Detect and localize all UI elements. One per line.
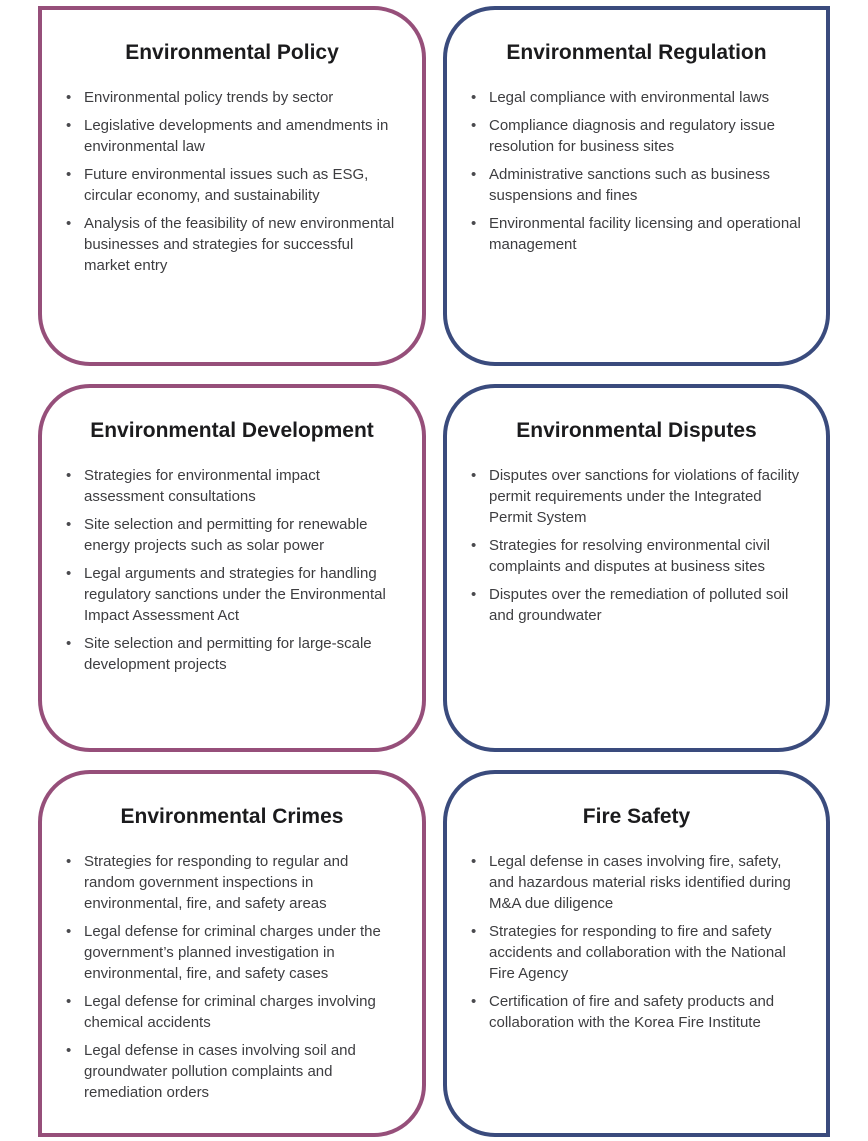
list-item xyxy=(471,535,802,577)
list-item xyxy=(66,115,398,157)
bullet-text: Strategies for responding to regular and random government inspections in environmental, fire, and safety areas xyxy=(84,853,349,912)
bullet-icon: • xyxy=(471,993,477,1010)
card-bullet-list xyxy=(66,465,398,675)
card-bullet-list xyxy=(66,851,398,1103)
bullet-icon: • xyxy=(66,635,72,652)
card-title: Environmental Development xyxy=(90,419,374,442)
list-item xyxy=(66,921,398,984)
bullet-text: Administrative sanctions such as business suspensions and fines xyxy=(489,166,770,204)
card-environmental-policy xyxy=(38,6,426,366)
bullet-text: Legal arguments and strategies for handling regulatory sanctions under the Environmental Impact Assessment Act xyxy=(84,565,386,624)
bullet-text: Legislative developments and amendments in environmental law xyxy=(84,117,389,155)
bullet-icon: • xyxy=(66,215,72,232)
bullet-text: Strategies for environmental impact assessment consultations xyxy=(84,467,320,505)
list-item xyxy=(66,991,398,1033)
card-title: Environmental Regulation xyxy=(506,41,767,64)
list-item xyxy=(66,514,398,556)
card-bullet-list xyxy=(471,87,802,255)
bullet-text: Strategies for responding to fire and safety accidents and collaboration with the National Fire Agency xyxy=(489,923,786,982)
bullet-icon: • xyxy=(66,166,72,183)
list-item xyxy=(66,213,398,276)
bullet-text: Disputes over the remediation of polluted soil and groundwater xyxy=(489,586,789,624)
list-item xyxy=(471,465,802,528)
bullet-text: Legal defense for criminal charges involving chemical accidents xyxy=(84,993,376,1031)
list-item xyxy=(66,164,398,206)
list-item xyxy=(471,991,802,1033)
bullet-text: Legal defense in cases involving fire, safety, and hazardous material risks identified during M&A due diligence xyxy=(489,853,791,912)
bullet-icon: • xyxy=(471,467,477,484)
list-item xyxy=(471,164,802,206)
bullet-icon: • xyxy=(66,853,72,870)
list-item xyxy=(471,921,802,984)
list-item xyxy=(66,465,398,507)
bullet-text: Environmental policy trends by sector xyxy=(84,89,334,106)
card-bullet-list xyxy=(471,465,802,626)
bullet-icon: • xyxy=(66,117,72,134)
bullet-text: Disputes over sanctions for violations of facility permit requirements under the Integrated Permit System xyxy=(489,467,800,526)
bullet-text: Compliance diagnosis and regulatory issue resolution for business sites xyxy=(489,117,775,155)
card-title: Environmental Disputes xyxy=(516,419,757,442)
bullet-text: Strategies for resolving environmental civil complaints and disputes at business sites xyxy=(489,537,770,575)
bullet-icon: • xyxy=(471,853,477,870)
card-environmental-crimes xyxy=(38,770,426,1137)
list-item xyxy=(66,1040,398,1103)
bullet-text: Legal defense in cases involving soil and groundwater pollution complaints and remediation orders xyxy=(84,1042,356,1101)
bullet-text: Future environmental issues such as ESG, circular economy, and sustainability xyxy=(84,166,369,204)
bullet-text: Legal defense for criminal charges under the government’s planned investigation in environmental, fire, and safety cases xyxy=(84,923,381,982)
card-bullet-list xyxy=(471,851,802,1033)
bullet-text: Site selection and permitting for renewable energy projects such as solar power xyxy=(84,516,368,554)
list-item xyxy=(471,213,802,255)
bullet-icon: • xyxy=(66,565,72,582)
bullet-text: Site selection and permitting for large-scale development projects xyxy=(84,635,372,673)
bullet-text: Legal compliance with environmental laws xyxy=(489,89,770,106)
list-item xyxy=(471,115,802,157)
bullet-icon: • xyxy=(471,117,477,134)
bullet-icon: • xyxy=(66,923,72,940)
bullet-icon: • xyxy=(471,89,477,106)
card-fire-safety xyxy=(443,770,830,1137)
bullet-icon: • xyxy=(66,89,72,106)
bullet-icon: • xyxy=(471,923,477,940)
card-title: Environmental Policy xyxy=(125,41,339,64)
list-item xyxy=(471,851,802,914)
list-item xyxy=(471,87,802,108)
practice-areas-grid xyxy=(38,6,830,1137)
list-item xyxy=(66,563,398,626)
list-item xyxy=(66,633,398,675)
bullet-icon: • xyxy=(471,215,477,232)
card-title: Fire Safety xyxy=(582,805,691,828)
bullet-icon: • xyxy=(66,1042,72,1059)
bullet-icon: • xyxy=(471,586,477,603)
card-bullet-list xyxy=(66,87,398,276)
bullet-icon: • xyxy=(66,467,72,484)
card-environmental-disputes xyxy=(443,384,830,752)
list-item xyxy=(66,87,398,108)
bullet-icon: • xyxy=(471,166,477,183)
list-item xyxy=(66,851,398,914)
bullet-text: Environmental facility licensing and operational management xyxy=(489,215,801,253)
bullet-icon: • xyxy=(66,993,72,1010)
bullet-icon: • xyxy=(66,516,72,533)
bullet-icon: • xyxy=(471,537,477,554)
card-environmental-regulation xyxy=(443,6,830,366)
list-item xyxy=(471,584,802,626)
bullet-text: Certification of fire and safety products and collaboration with the Korea Fire Institute xyxy=(489,993,775,1031)
bullet-text: Analysis of the feasibility of new environmental businesses and strategies for successful market entry xyxy=(84,215,395,274)
card-environmental-development xyxy=(38,384,426,752)
card-title: Environmental Crimes xyxy=(120,805,344,828)
